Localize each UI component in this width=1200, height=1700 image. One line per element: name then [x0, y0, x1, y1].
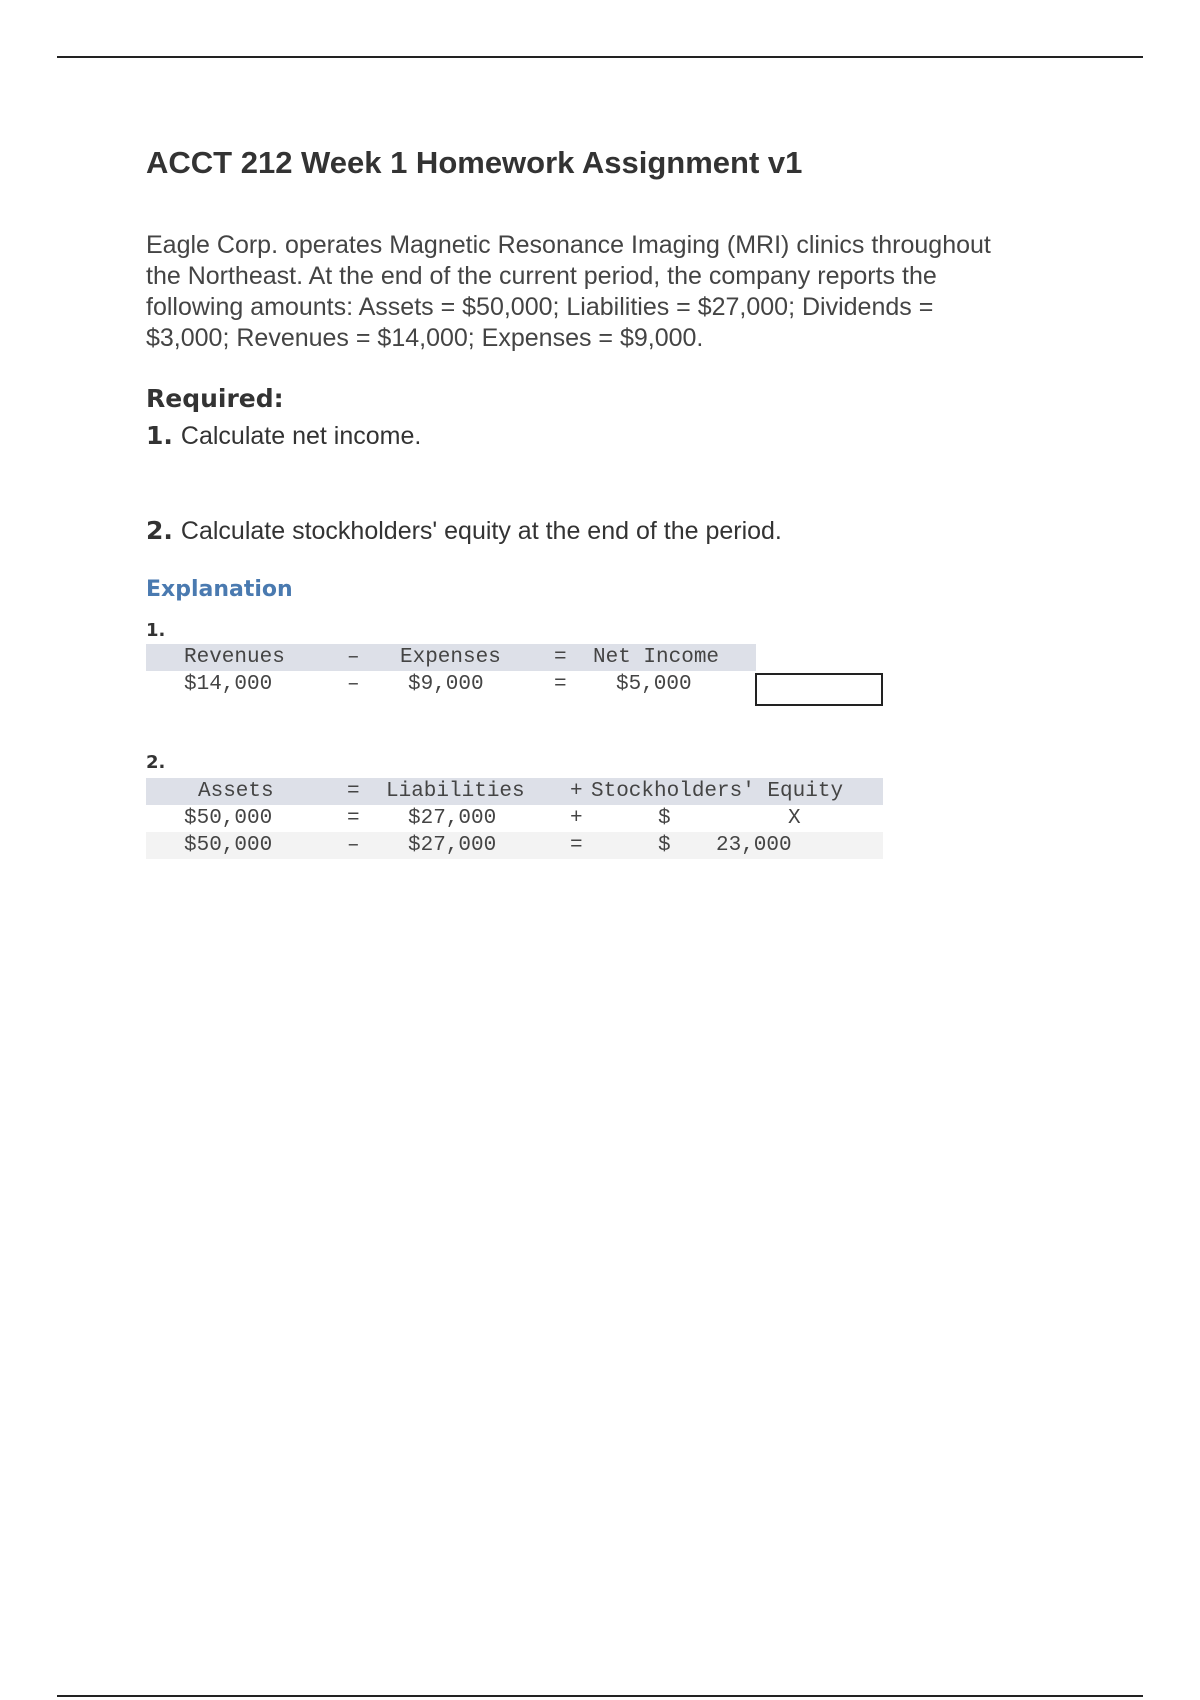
question-2-number: 2.: [146, 516, 173, 545]
unknown-equity: X: [788, 807, 801, 830]
equals-operator: =: [347, 780, 360, 803]
net-income-value: $5,000: [616, 673, 692, 696]
minus-operator: –: [347, 646, 360, 669]
question-2: [146, 516, 782, 546]
page-title: ACCT 212 Week 1 Homework Assignment v1: [146, 145, 803, 180]
plus-operator: +: [570, 780, 583, 803]
equity-result: 23,000: [716, 834, 792, 857]
question-2-text: Calculate stockholders' equity at the end of the period.: [180, 517, 782, 545]
explanation-2-number: 2.: [146, 752, 166, 773]
assets-header: Assets: [198, 780, 274, 803]
intro-line-2: the Northeast. At the end of the current period, the company reports the: [146, 262, 937, 290]
equity-row-2: [146, 832, 883, 859]
problem-statement: [146, 230, 1076, 354]
assets-value: $50,000: [184, 807, 273, 830]
minus-operator: –: [347, 673, 360, 696]
intro-line-4: $3,000; Revenues = $14,000; Expenses = $9,000.: [146, 324, 704, 352]
plus-operator: +: [570, 807, 583, 830]
bottom-rule: [57, 1695, 1143, 1697]
net-income-values-row: [146, 671, 756, 698]
equals-operator: =: [554, 673, 567, 696]
net-income-header: Net Income: [593, 646, 720, 669]
minus-operator: –: [347, 834, 360, 857]
dollar-sign: $: [658, 834, 671, 857]
expenses-header: Expenses: [400, 646, 501, 669]
dollar-sign: $: [658, 807, 671, 830]
intro-line-1: Eagle Corp. operates Magnetic Resonance Imaging (MRI) clinics throughout: [146, 231, 991, 259]
equals-operator: =: [570, 834, 583, 857]
expenses-value: $9,000: [408, 673, 484, 696]
liabilities-header: Liabilities: [386, 780, 525, 803]
question-1-number: 1.: [146, 421, 173, 450]
equals-operator: =: [347, 807, 360, 830]
equals-operator: =: [554, 646, 567, 669]
required-heading: Required:: [146, 384, 284, 413]
top-rule: [57, 56, 1143, 58]
explanation-1-number: 1.: [146, 620, 166, 641]
revenues-header: Revenues: [184, 646, 285, 669]
intro-line-3: following amounts: Assets = $50,000; Liabilities = $27,000; Dividends =: [146, 293, 934, 321]
net-income-header-row: [146, 644, 756, 671]
liabilities-value: $27,000: [408, 834, 497, 857]
revenues-value: $14,000: [184, 673, 273, 696]
equity-row-1: [146, 805, 883, 832]
question-1-text: Calculate net income.: [180, 422, 422, 450]
stockholders-equity-header: Stockholders' Equity: [591, 780, 844, 803]
assets-value: $50,000: [184, 834, 273, 857]
question-1: [146, 421, 421, 451]
explanation-heading: Explanation: [146, 577, 293, 602]
equity-header-row: [146, 778, 883, 805]
liabilities-value: $27,000: [408, 807, 497, 830]
answer-box: [755, 673, 883, 706]
